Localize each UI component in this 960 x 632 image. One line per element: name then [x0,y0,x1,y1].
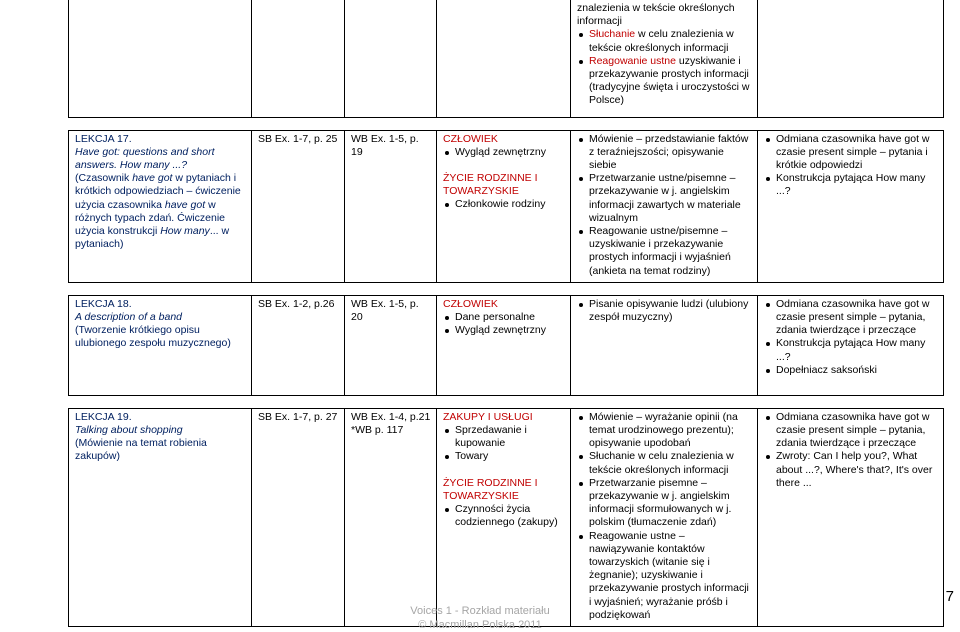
skill-item: Reagowanie ustne/pisemne – uzyskiwanie i przekazywanie prostych informacji i wyjaśnień (ankieta na temat rodziny) [577,225,753,278]
grammar-cell [758,130,944,282]
grammar-item: Dopełniacz saksoński [764,364,939,377]
top-line-2: informacji [577,15,622,28]
topics-cell [437,130,571,282]
topic-heading: ZAKUPY I USŁUGI [443,410,533,423]
footer-title: Voices 1 - Rozkład materiału [410,605,550,617]
topic-heading: CZŁOWIEK [443,132,498,145]
wb-line-2: *WB p. 117 [351,423,404,436]
top-skill-item: Reagowanie ustne uzyskiwanie i przekazywanie prostych informacji (tradycyjne święta i uroczystości w Polsce) [577,55,753,108]
sb-cell: SB Ex. 1-2, p.26 [252,295,345,395]
grammar-item: Zwroty: Can I help you?, What about ...?, Where's that?, It's over there ... [764,450,939,490]
topic-item: Towary [443,450,566,463]
top-row [69,0,944,117]
top-skill-item: Słuchanie w celu znalezienia w tekście określonych informacji [577,28,753,54]
topic-item: Sprzedawanie i kupowanie [443,424,566,450]
topics-cell [437,408,571,626]
skills-cell [571,295,758,395]
topic-item: Dane personalne [443,311,566,324]
lesson-subtitle: Have got: questions and short answers. How many ...? [75,145,215,171]
topics-cell [437,295,571,395]
skill-item: Słuchanie w celu znalezienia w tekście określonych informacji [577,450,753,476]
skills-cell [571,130,758,282]
grammar-item: Odmiana czasownika have got w czasie present simple – pytania, zdania twierdzące i przeczące [764,298,939,338]
grammar-cell [758,408,944,626]
lesson-description: (Tworzenie krótkiego opisu ulubionego zespołu muzycznego) [75,324,231,350]
lesson-subtitle: Talking about shopping [75,423,183,436]
topic-item: Członkowie rodziny [443,198,566,211]
grammar-item: Konstrukcja pytająca How many ...? [764,337,939,363]
page-number: 7 [945,588,954,605]
grammar-item: Odmiana czasownika have got w czasie present simple – pytania i krótkie odpowiedzi [764,133,939,173]
lesson-number: LEKCJA 17. [75,132,132,145]
topic-item: Czynności życia codziennego (zakupy) [443,503,566,529]
wb-cell: WB Ex. 1-5, p. 19 [345,130,437,282]
lesson-description: (Czasownik have got w pytaniach i krótkich odpowiedziach – ćwiczenie użycia czasownika have got w różnych typach zdań. Ćwiczenie użycia konstrukcji How many... w pytaniach) [75,172,241,251]
top-line-1: znalezienia w tekście określonych [577,2,735,14]
lesson-cell [69,408,252,626]
skill-item: Reagowanie ustne – nawiązywanie kontaktów towarzyskich (witanie się i żegnanie); uzyskiwanie i przekazywanie prostych informacji i wyjaśnień; wyrażanie próśb i podziękowań [577,530,753,622]
lesson-description: (Mówienie na temat robienia zakupów) [75,437,207,463]
sb-cell: SB Ex. 1-7, p. 25 [252,130,345,282]
lesson-row-17 [69,130,944,282]
sb-cell: SB Ex. 1-7, p. 27 [252,408,345,626]
topic-heading: ŻYCIE RODZINNE I TOWARZYSKIE [443,476,538,502]
lesson-number: LEKCJA 19. [75,410,132,423]
topic-heading: CZŁOWIEK [443,297,498,310]
wb-cell [345,408,437,626]
grammar-item: Odmiana czasownika have got w czasie present simple – pytania, zdania twierdzące i przeczące [764,411,939,451]
topic-heading: ŻYCIE RODZINNE I TOWARZYSKIE [443,171,538,198]
top-skills-cell [571,0,758,117]
grammar-item: Konstrukcja pytająca How many ...? [764,172,939,198]
lesson-cell [69,130,252,282]
wb-cell: WB Ex. 1-5, p. 20 [345,295,437,395]
lesson-cell [69,295,252,395]
topic-item: Wygląd zewnętrzny [443,146,566,159]
grammar-cell [758,295,944,395]
skill-item: Mówienie – wyrażanie opinii (na temat urodzinowego prezentu); opisywanie upodobań [577,411,753,451]
lesson-row-19 [69,408,944,626]
lesson-row-18 [69,295,944,395]
skill-item: Przetwarzanie ustne/pisemne – przekazywanie w j. angielskim informacji zawartych w materiale wizualnym [577,172,753,225]
topic-item: Wygląd zewnętrzny [443,324,566,337]
lesson-subtitle: A description of a band [75,310,183,323]
skill-item: Pisanie opisywanie ludzi (ulubiony zespół muzyczny) [577,298,753,324]
footer-copyright: © Macmillan Polska 2011 [418,619,542,631]
wb-line: WB Ex. 1-4, p.21 [351,410,431,423]
skills-cell [571,408,758,626]
skill-item: Mówienie – przedstawianie faktów z teraźniejszości; opisywanie siebie [577,133,753,173]
lesson-number: LEKCJA 18. [75,297,132,310]
skill-item: Przetwarzanie pisemne – przekazywanie w j. angielskim informacji sformułowanych w j. polskim (tłumaczenie zdań) [577,477,753,530]
syllabus-table [68,0,944,627]
